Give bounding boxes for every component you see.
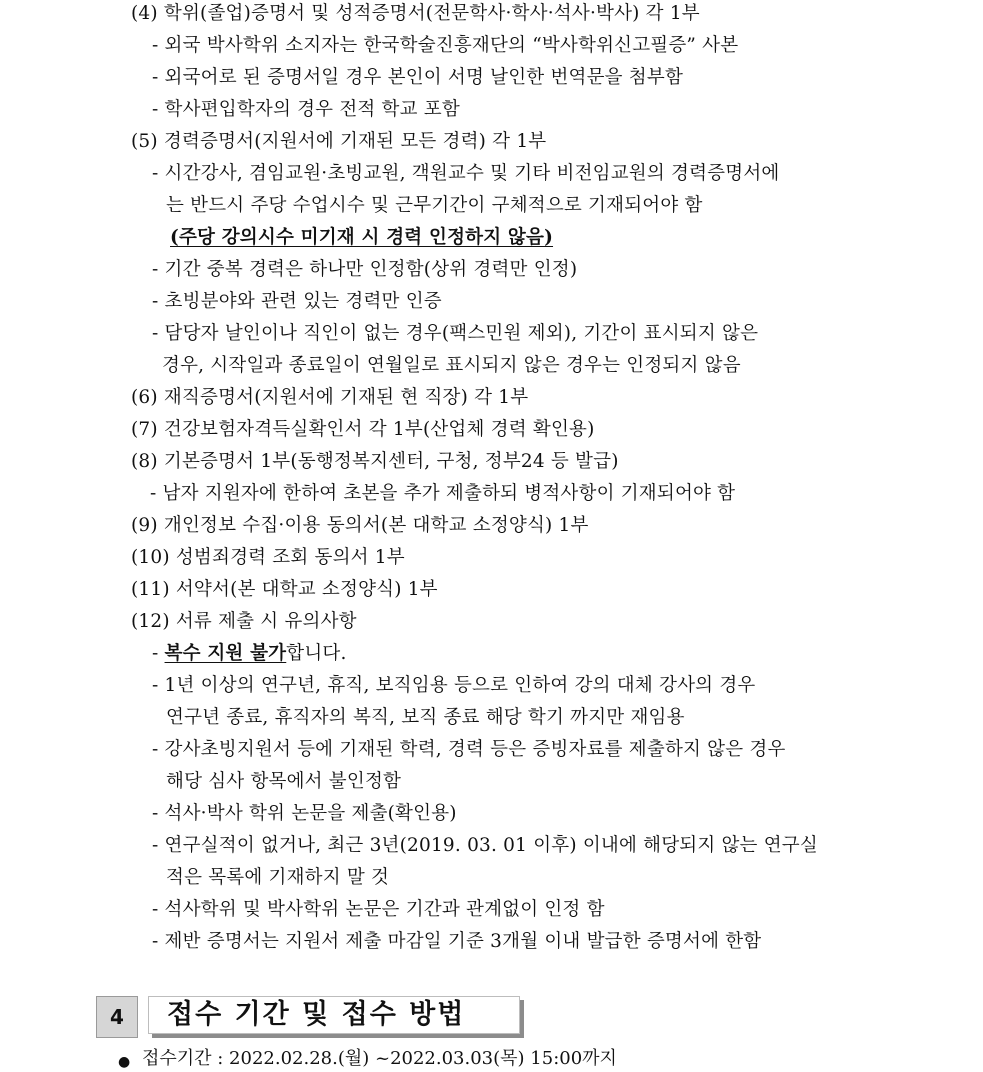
item-12-submission-notes: (12) 서류 제출 시 유의사항 bbox=[131, 611, 357, 632]
note-seal-required: - 담당자 날인이나 직인이 없는 경우(팩스민원 제외), 기간이 표시되지 않은 bbox=[152, 323, 759, 344]
application-period: 접수기간 : 2022.02.28.(월) ~2022.03.03(목) 15:00까지 bbox=[142, 1048, 617, 1069]
warning-lecture-hours: (주당 강의시수 미기재 시 경력 인정하지 않음) bbox=[170, 227, 554, 248]
note-male-applicants: - 남자 지원자에 한하여 초본을 추가 제출하되 병적사항이 기재되어야 함 bbox=[150, 483, 736, 504]
item-6-employment-certificate: (6) 재직증명서(지원서에 기재된 현 직장) 각 1부 bbox=[131, 387, 529, 408]
note-thesis-recognition: - 석사학위 및 박사학위 논문은 기간과 관계없이 인정 함 bbox=[152, 899, 605, 920]
item-8-basic-certificate: (8) 기본증명서 1부(동행정복지센터, 구청, 정부24 등 발급) bbox=[131, 451, 619, 472]
item-11-pledge: (11) 서약서(본 대학교 소정양식) 1부 bbox=[131, 579, 438, 600]
note-certificate-validity: - 제반 증명서는 지원서 제출 마감일 기준 3개월 이내 발급한 증명서에 한함 bbox=[152, 931, 762, 952]
bullet-icon: ● bbox=[118, 1054, 131, 1070]
note-foreign-doctorate: - 외국 박사학위 소지자는 한국학술진흥재단의 “박사학위신고필증” 사본 bbox=[152, 35, 739, 56]
section-number: 4 bbox=[96, 996, 138, 1038]
note-research-record: - 연구실적이 없거나, 최근 3년(2019. 03. 01 이후) 이내에 해당되지 않는 연구실 bbox=[152, 835, 818, 856]
note-transfer-students: - 학사편입학자의 경우 전적 학교 포함 bbox=[152, 99, 460, 120]
note-related-career: - 초빙분야와 관련 있는 경력만 인증 bbox=[152, 291, 442, 312]
note-substitute-lecturer-cont: 연구년 종료, 휴직자의 복직, 보직 종료 해당 학기 까지만 재임용 bbox=[166, 707, 685, 728]
sentence-end: 합니다. bbox=[286, 643, 347, 664]
dash-prefix: - bbox=[152, 643, 165, 664]
note-part-time-career-cont: 는 반드시 주당 수업시수 및 근무기간이 구체적으로 기재되어야 함 bbox=[166, 195, 703, 216]
note-no-multiple-application bbox=[152, 642, 347, 666]
item-5-career-certificate: (5) 경력증명서(지원서에 기재된 모든 경력) 각 1부 bbox=[131, 131, 547, 152]
item-4-degree-certificate: (4) 학위(졸업)증명서 및 성적증명서(전문학사·학사·석사·박사) 각 1부 bbox=[131, 3, 700, 24]
item-10-sex-crime-check: (10) 성범죄경력 조회 동의서 1부 bbox=[131, 547, 405, 568]
note-substitute-lecturer: - 1년 이상의 연구년, 휴직, 보직임용 등으로 인하여 강의 대체 강사의 경우 bbox=[152, 675, 756, 696]
item-9-privacy-consent: (9) 개인정보 수집·이용 동의서(본 대학교 소정양식) 1부 bbox=[131, 515, 589, 536]
note-evidence-required: - 강사초빙지원서 등에 기재된 학력, 경력 등은 증빙자료를 제출하지 않은 경우 bbox=[152, 739, 786, 760]
section-title: 접수 기간 및 접수 방법 bbox=[148, 996, 520, 1034]
note-foreign-language-translation: - 외국어로 된 증명서일 경우 본인이 서명 날인한 번역문을 첨부함 bbox=[152, 67, 684, 88]
note-overlapping-career: - 기간 중복 경력은 하나만 인정함(상위 경력만 인정) bbox=[152, 259, 578, 280]
note-part-time-career: - 시간강사, 겸임교원·초빙교원, 객원교수 및 기타 비전임교원의 경력증명서에 bbox=[152, 163, 780, 184]
note-seal-required-cont: 경우, 시작일과 종료일이 연월일로 표시되지 않은 경우는 인정되지 않음 bbox=[162, 355, 741, 376]
multiple-application-warning: 복수 지원 불가 bbox=[164, 643, 287, 664]
note-evidence-required-cont: 해당 심사 항목에서 불인정함 bbox=[166, 771, 402, 792]
item-7-health-insurance: (7) 건강보험자격득실확인서 각 1부(산업체 경력 확인용) bbox=[131, 419, 595, 440]
section-4-header bbox=[96, 996, 526, 1038]
note-research-record-cont: 적은 목록에 기재하지 말 것 bbox=[166, 867, 390, 888]
note-thesis-submission: - 석사·박사 학위 논문을 제출(확인용) bbox=[152, 803, 457, 824]
